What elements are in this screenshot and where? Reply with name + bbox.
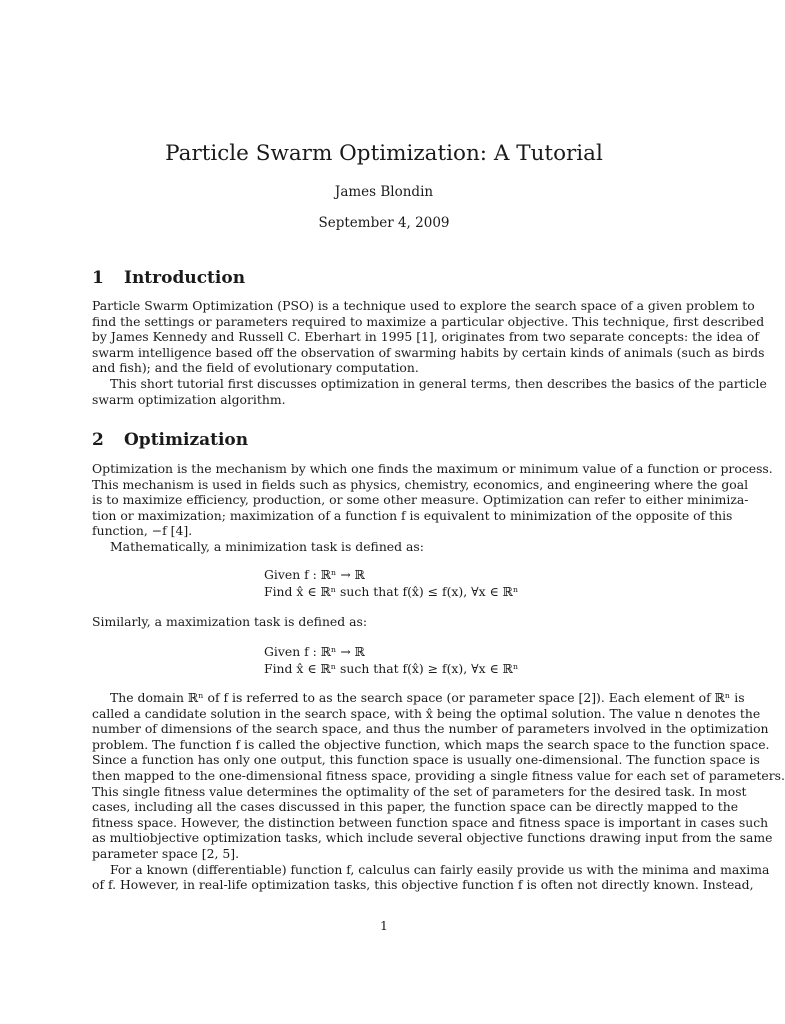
text-line: Mathematically, a minimization task is defined as: — [110, 538, 424, 554]
minimization-equation — [264, 566, 518, 600]
text-line: Optimization is the mechanism by which one finds the maximum or minimum value of a function or process. — [92, 461, 773, 476]
paragraph — [92, 461, 773, 555]
text-line: called a candidate solution in the search space, with x̂ being the optimal solution. The value n denotes the — [92, 705, 761, 721]
section-number: 2 — [92, 430, 104, 450]
text-line: as multiobjective optimization tasks, which include several objective functions drawing input from the same — [92, 830, 773, 846]
text-line: fitness space. However, the distinction between function space and fitness space is important in cases such — [92, 814, 769, 830]
text-line: tion or maximization; maximization of a function f is equivalent to minimization of the opposite of this — [92, 507, 733, 523]
text-line: of f. However, in real-life optimization tasks, this objective function f is often not directly known. Instead, — [92, 877, 754, 893]
text-line: swarm intelligence based off the observation of swarming habits by certain kinds of animals (such as birds — [92, 344, 765, 360]
equation-find: Find x̂ ∈ ℝⁿ such that f(x̂) ≥ f(x), ∀x ∈ ℝⁿ — [264, 661, 519, 676]
paper-title: Particle Swarm Optimization: A Tutorial — [165, 141, 603, 166]
paragraph — [92, 690, 785, 893]
section-title: Introduction — [124, 268, 246, 288]
text-line: by James Kennedy and Russell C. Eberhart in 1995 [1], originates from two separate concepts: the idea of — [92, 329, 759, 345]
text-line: parameter space [2, 5]. — [92, 845, 240, 861]
text-line: The domain ℝⁿ of f is referred to as the search space (or parameter space [2]). Each element of ℝⁿ is — [110, 690, 745, 705]
equation-find: Find x̂ ∈ ℝⁿ such that f(x̂) ≤ f(x), ∀x ∈ ℝⁿ — [264, 584, 519, 599]
section-number: 1 — [92, 268, 104, 288]
text-line: find the settings or parameters required to maximize a particular objective. This technique, first described — [92, 313, 765, 329]
equation-given: Given f : ℝⁿ → ℝ — [264, 644, 365, 659]
text-line: Particle Swarm Optimization (PSO) is a technique used to explore the search space of a given problem to — [92, 298, 755, 313]
text-line: This mechanism is used in fields such as physics, chemistry, economics, and engineering where the goal — [92, 476, 749, 492]
maximization-equation — [264, 643, 518, 677]
text-line: Since a function has only one output, this function space is usually one-dimensional. The function space is — [92, 752, 760, 768]
text-line: Similarly, a maximization task is defined as: — [92, 614, 368, 629]
text-line: cases, including all the cases discussed in this paper, the function space can be directly mapped to the — [92, 799, 739, 815]
paragraph — [92, 298, 767, 407]
section-heading-optimization — [92, 429, 248, 451]
text-line: and fish); and the field of evolutionary computation. — [92, 360, 419, 376]
section-heading-introduction — [92, 267, 245, 289]
text-line: problem. The function f is called the objective function, which maps the search space to the function space. — [92, 736, 770, 752]
text-line: For a known (differentiable) function f, calculus can fairly easily provide us with the minima and maxima — [110, 861, 770, 877]
text-line: function, −f [4]. — [92, 523, 193, 539]
paper-date: September 4, 2009 — [318, 215, 450, 231]
text-line: then mapped to the one-dimensional fitness space, providing a single fitness value for each set of parameters. — [92, 767, 785, 783]
paragraph — [92, 614, 698, 630]
equation-given: Given f : ℝⁿ → ℝ — [264, 567, 365, 582]
text-line: swarm optimization algorithm. — [92, 391, 286, 407]
text-line: This single fitness value determines the optimality of the set of parameters for the desired task. In most — [92, 783, 747, 799]
paper-author: James Blondin — [334, 184, 434, 200]
text-line: number of dimensions of the search space, and thus the number of parameters involved in the optimization — [92, 721, 769, 737]
text-line: is to maximize efficiency, production, or some other measure. Optimization can refer to either minimiza- — [92, 492, 749, 508]
section-title: Optimization — [124, 430, 249, 450]
page-number: 1 — [380, 918, 388, 933]
text-line: This short tutorial first discusses optimization in general terms, then describes the basics of the particle — [110, 375, 767, 391]
